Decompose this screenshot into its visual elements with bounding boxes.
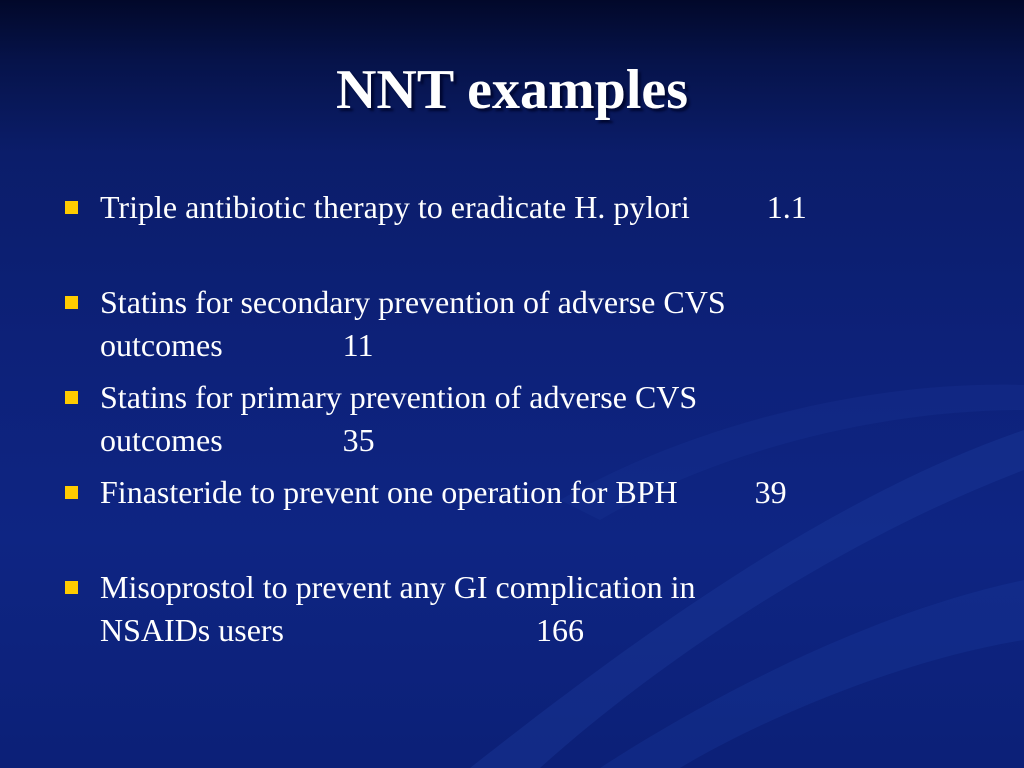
nnt-value: 166 [536, 612, 584, 648]
nnt-value: 1.1 [766, 189, 807, 225]
slide-title: NNT examples [335, 59, 689, 121]
bullet-text: Misoprostol to prevent any GI complication in [100, 569, 696, 605]
bullet-text-continued: outcomes [100, 422, 223, 458]
bullet-text: Statins for secondary prevention of adverse CVS [100, 284, 726, 320]
bullet-text: Finasteride to prevent one operation for BPH [100, 474, 678, 510]
bullet-item-h-pylori [64, 186, 964, 229]
bullet-item-finasteride [64, 471, 964, 514]
bullet-item-statins-secondary [64, 281, 964, 367]
nnt-value: 35 [342, 422, 375, 458]
square-bullet-icon [65, 486, 78, 499]
bullet-text: Triple antibiotic therapy to eradicate H. pylori [100, 189, 690, 225]
square-bullet-icon [65, 391, 78, 404]
bullet-text-continued: outcomes [100, 327, 223, 363]
bullet-item-misoprostol [64, 566, 964, 652]
nnt-value: 39 [754, 474, 787, 510]
bullet-text: Statins for primary prevention of adverse CVS [100, 379, 698, 415]
square-bullet-icon [65, 581, 78, 594]
square-bullet-icon [65, 201, 78, 214]
bullet-text-continued: NSAIDs users [100, 612, 284, 648]
square-bullet-icon [65, 296, 78, 309]
nnt-value: 11 [342, 327, 374, 363]
bullet-list [64, 186, 964, 652]
bullet-item-statins-primary [64, 376, 964, 462]
